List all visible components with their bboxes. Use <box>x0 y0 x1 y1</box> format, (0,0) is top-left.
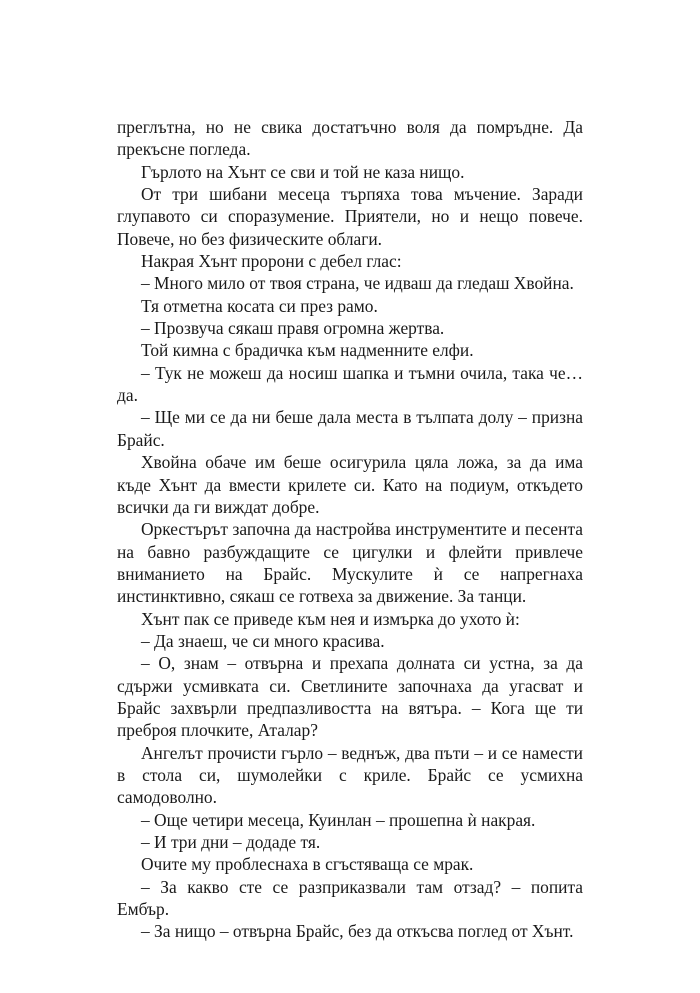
paragraph-14: – Да знаеш, че си много красива. <box>141 630 385 651</box>
paragraph-8: Той кимна с брадичка към надменните елфи. <box>141 340 474 361</box>
paragraph-10: – Ще ми се да ни беше дала места в тълпата долу – призна Брайс. <box>117 407 583 450</box>
paragraph-5: – Много мило от твоя страна, че идваш да гледаш Хвойна. <box>141 273 574 294</box>
body-text <box>117 116 583 943</box>
paragraph-4: Накрая Хънт пророни с дебел глас: <box>141 251 402 272</box>
paragraph-6: Тя отметна косата си през рамо. <box>141 295 378 316</box>
paragraph-11: Хвойна обаче им беше осигурила цяла ложа, за да има къде Хънт да вмести крилете си. Като на подиум, откъдето всички да ги виждат добре. <box>117 452 583 517</box>
paragraph-12: Оркестърът започна да настройва инструментите и песента на бавно разбуждащите се цигулки и флейти привлече вниманието на Брайс. Мускулите ѝ се напрегнаха инстинктивно, сякаш се готвеха за движение. За танци. <box>117 519 583 607</box>
paragraph-7: – Прозвуча сякаш правя огромна жертва. <box>141 318 445 339</box>
paragraph-18: – И три дни – додаде тя. <box>141 832 321 852</box>
paragraph-16: Ангелът прочисти гърло – веднъж, два пъти – и се намести в стола си, шумолейки с криле. Брайс се усмихна самодоволно. <box>117 742 583 808</box>
paragraph-19: Очите му проблеснаха в сгъстяваща се мрак. <box>141 854 474 875</box>
paragraph-17: – Още четири месеца, Куинлан – прошепна ѝ накрая. <box>141 809 536 830</box>
paragraph-21: – За нищо – отвърна Брайс, без да откъсва поглед от Хънт. <box>141 921 574 942</box>
paragraph-2: Гърлото на Хънт се сви и той не каза нищо. <box>141 161 465 182</box>
paragraph-15: – О, знам – отвърна и прехапа долната си устна, за да сдържи усмивката си. Светлините започнаха да угасват и Брайс захвърли предпазливостта на вятъра. – Кога ще ти преброя плочките, Аталар? <box>117 653 583 741</box>
paragraph-1: преглътна, но не свика достатъчно воля да помръдне. Да прекъсне погледа. <box>117 117 583 160</box>
paragraph-9: – Тук не можеш да носиш шапка и тъмни очила, така че… да. <box>117 362 583 406</box>
paragraph-3: От три шибани месеца търпяха това мъчение. Заради глупавото си споразумение. Приятели, но и нещо повече. Повече, но без физическите облаги. <box>117 184 583 249</box>
paragraph-13: Хънт пак се приведе към нея и измърка до ухото ѝ: <box>141 608 520 629</box>
paragraph-20: – За какво сте се разприказвали там отзад? – попита Ембър. <box>117 876 583 920</box>
